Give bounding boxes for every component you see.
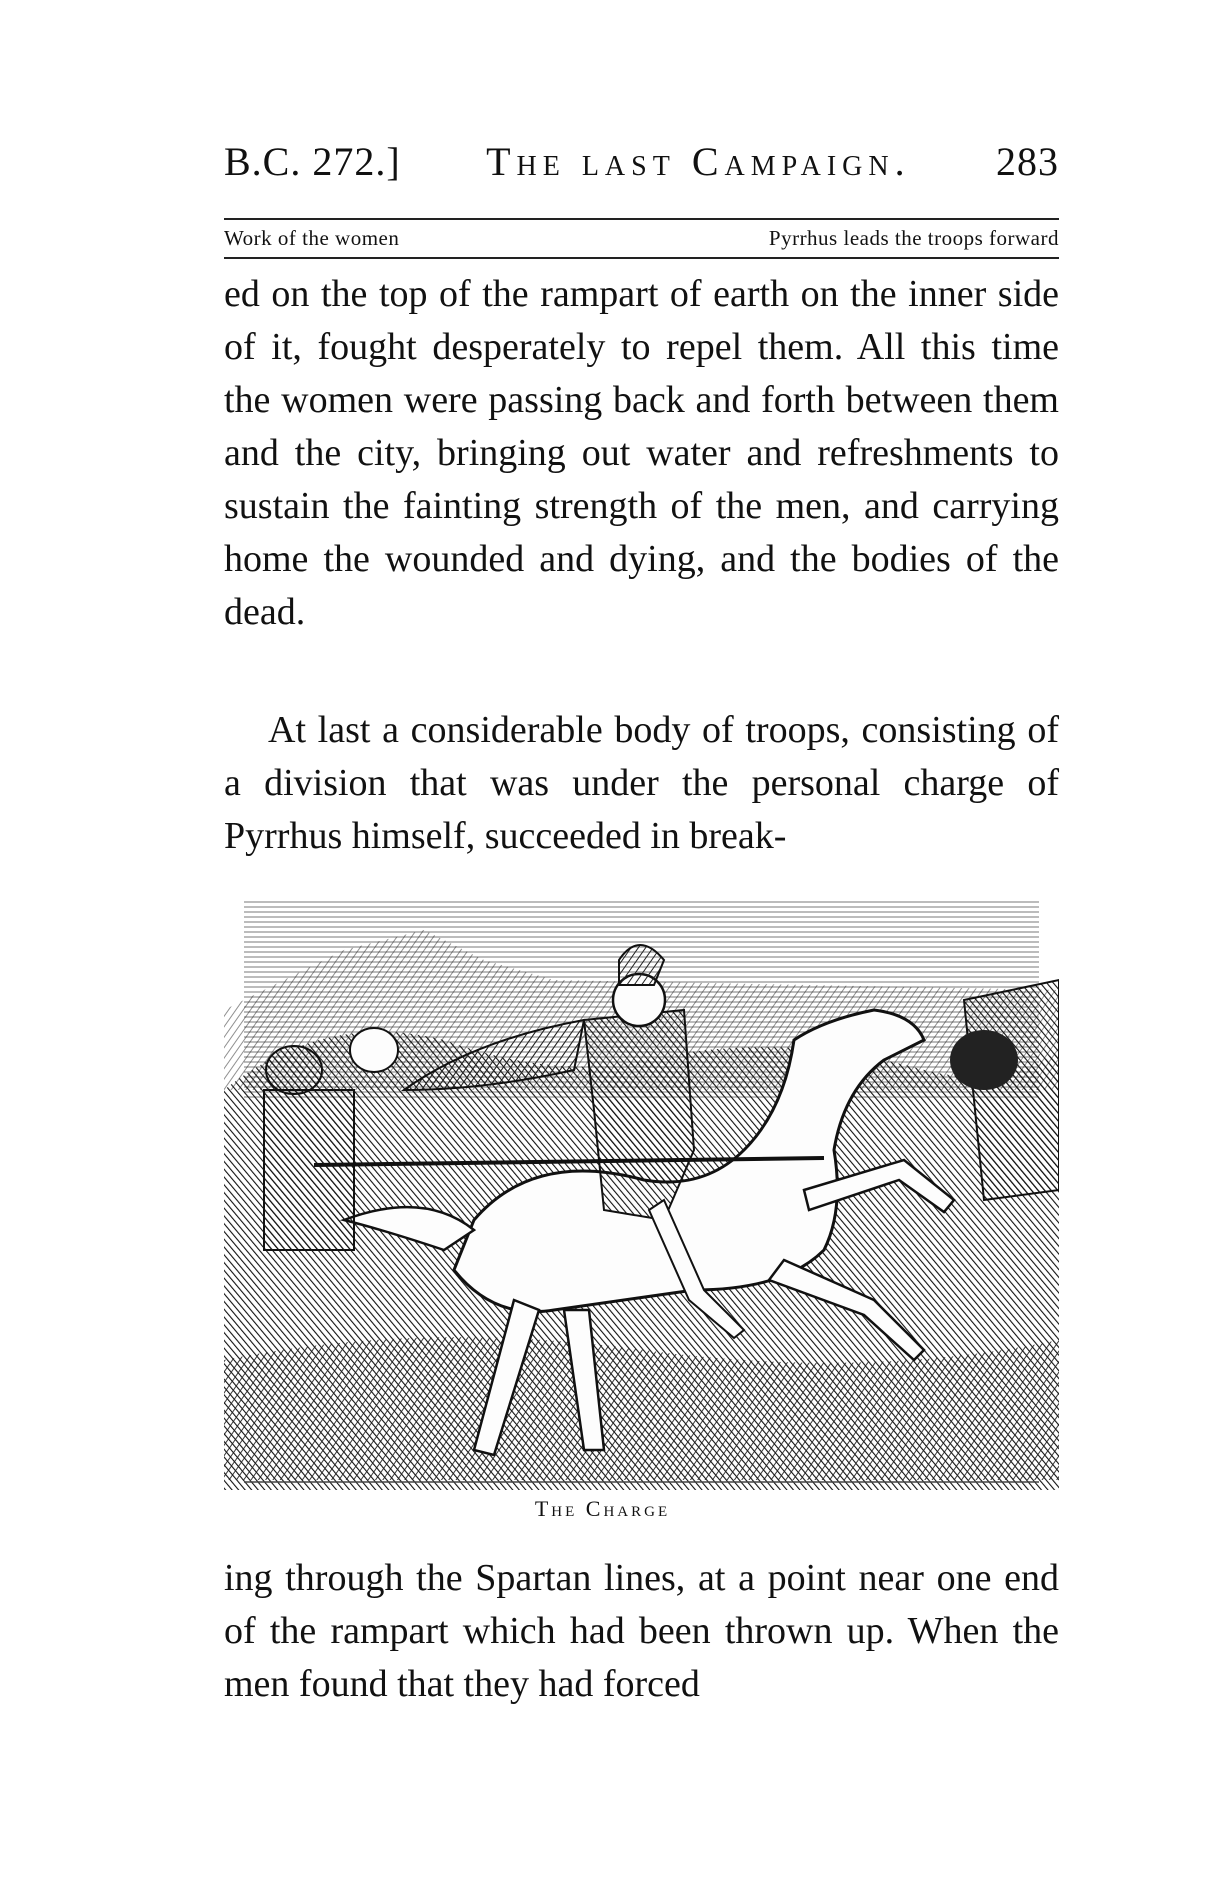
engraving-illustration bbox=[224, 890, 1059, 1490]
marginal-note-right: Pyrrhus leads the troops forward bbox=[768, 226, 1059, 250]
paragraph bbox=[224, 704, 1059, 863]
illustration-the-charge bbox=[224, 890, 1059, 1490]
header-title: The last Campaign. bbox=[486, 139, 911, 184]
page-number: 283 bbox=[995, 139, 1059, 184]
paragraph-text: At last a considerable body of troops, consisting of a division that was under the personal charge of Pyrrhus himself, succeeded in break- bbox=[224, 709, 1059, 857]
paragraph-continued bbox=[224, 268, 1059, 639]
header-date: B.C. 272.] bbox=[224, 139, 401, 184]
running-head bbox=[224, 138, 1059, 185]
marginal-note-left: Work of the women bbox=[224, 226, 400, 250]
paragraph-text: ing through the Spartan lines, at a point near one end of the rampart which had been thrown up. When the men found that they had forced bbox=[224, 1557, 1059, 1705]
marginal-notes bbox=[224, 218, 1059, 259]
paragraph-continued bbox=[224, 1552, 1059, 1711]
figure-caption: The Charge bbox=[534, 1496, 671, 1521]
paragraph-text: ed on the top of the rampart of earth on the inner side of it, fought desperately to repel them. All this time the women were passing back and forth between them and the city, bringing out water and refreshments to sustain the fainting strength of the men, and carrying home the wounded and dying, and the bodies of the dead. bbox=[224, 273, 1059, 633]
